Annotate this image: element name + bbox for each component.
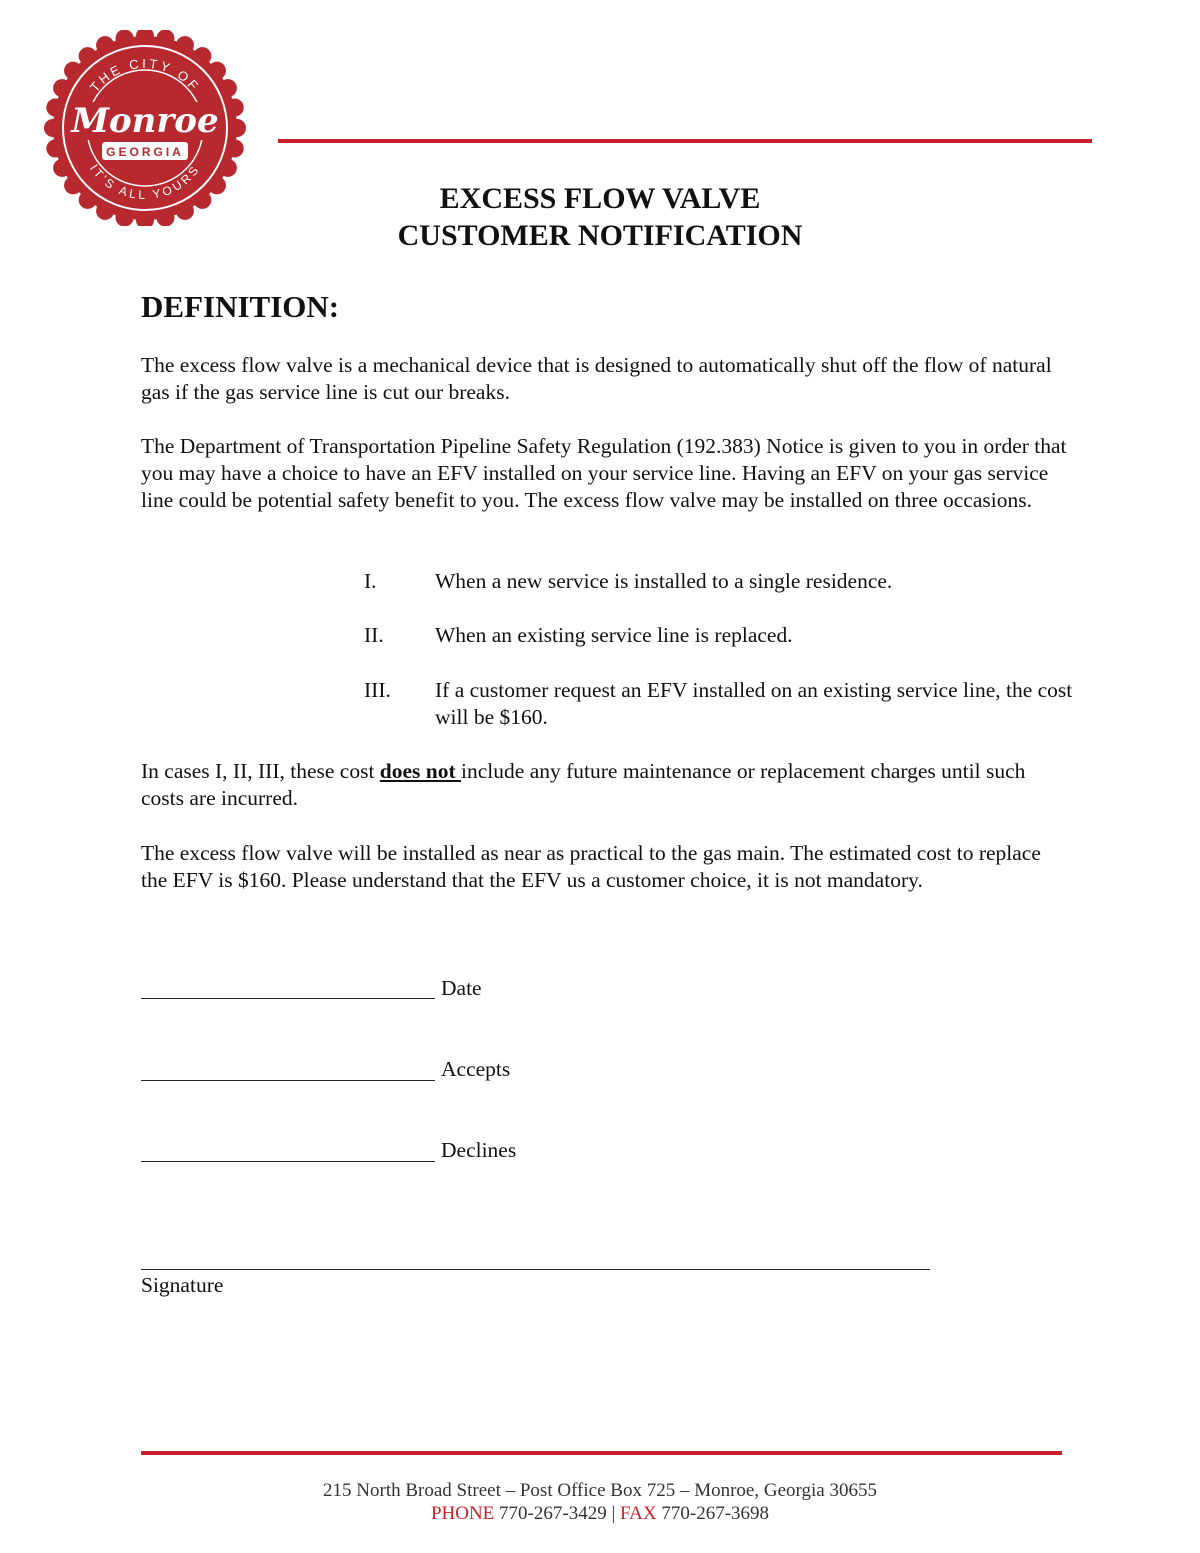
list-number: I. [364, 569, 377, 593]
paragraph-installation: The excess flow valve will be installed as near as practical to the gas main. The estimated cost to replace the EFV is $160. Please understand that the EFV us a customer choice, it is not mandatory. [141, 841, 1041, 892]
list-item: When an existing service line is replaced. [435, 623, 793, 647]
list-number: II. [364, 623, 384, 647]
accepts-field-line[interactable] [141, 1080, 435, 1081]
list-item: When a new service is installed to a single residence. [435, 569, 893, 593]
logo-name: Monroe [71, 101, 219, 141]
logo-state: GEORGIA [106, 145, 184, 159]
footer-contact [0, 1502, 1200, 1526]
declines-field-line[interactable] [141, 1161, 435, 1162]
footer-address: 215 North Broad Street – Post Office Box 725 – Monroe, Georgia 30655 [323, 1480, 877, 1501]
paragraph-costs [141, 758, 1071, 812]
logo-top-text: THE CITY OF [86, 55, 204, 95]
signature-field-line[interactable] [141, 1269, 930, 1270]
footer-separator: | [611, 1503, 616, 1524]
footer-rule [141, 1451, 1062, 1455]
list-item: If a customer request an EFV installed on an existing service line, the cost will be $160. [435, 678, 1073, 729]
date-label: Date [441, 976, 482, 1000]
accepts-label: Accepts [441, 1057, 511, 1081]
document-title-line2: CUSTOMER NOTIFICATION [397, 219, 803, 252]
header-rule [278, 139, 1092, 143]
phone-number: 770-267-3429 [499, 1503, 607, 1524]
signature-label: Signature [141, 1273, 224, 1297]
paragraph-regulation: The Department of Transportation Pipeline Safety Regulation (192.383) Notice is given to you in order that you may have a choice to have an EFV installed on your service line. Having an EFV on your gas service line could be potential safety benefit to you. The excess flow valve may be installed on three occasions. [141, 434, 1067, 512]
fax-label: FAX [620, 1503, 657, 1524]
document-title-line1: EXCESS FLOW VALVE [439, 182, 761, 215]
definition-heading: DEFINITION: [141, 289, 340, 324]
fax-number: 770-267-3698 [661, 1503, 770, 1524]
costs-text-after: include any future maintenance or replacement charges until such costs are incurred. [141, 759, 1026, 810]
costs-emphasis: does not [379, 759, 462, 783]
list-number: III. [364, 678, 391, 702]
phone-label: PHONE [430, 1503, 495, 1524]
paragraph-definition: The excess flow valve is a mechanical device that is designed to automatically shut off the flow of natural gas if the gas service line is cut our breaks. [141, 353, 1052, 404]
declines-label: Declines [441, 1138, 517, 1162]
date-field-line[interactable] [141, 998, 435, 999]
logo-bottom-text: IT'S ALL YOURS [87, 161, 204, 203]
costs-text-before: In cases I, II, III, these cost [141, 759, 380, 783]
